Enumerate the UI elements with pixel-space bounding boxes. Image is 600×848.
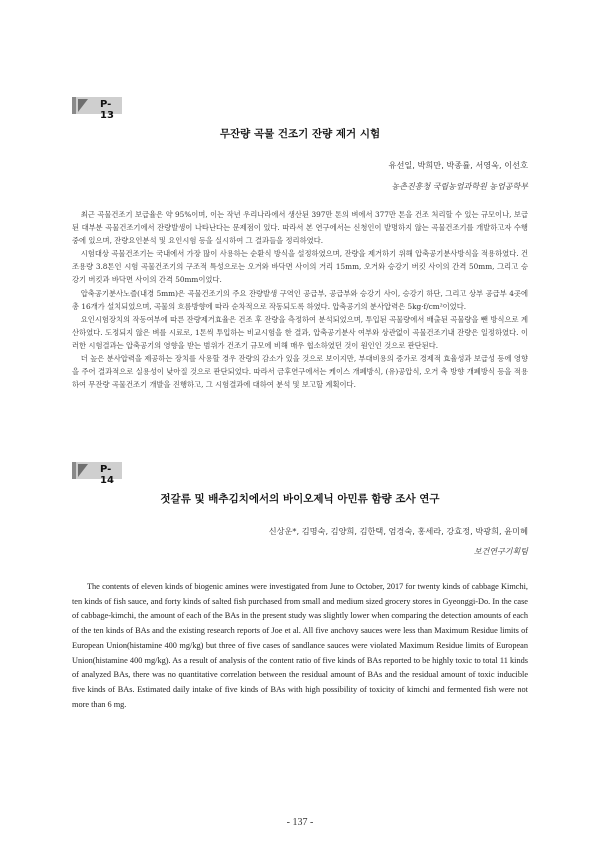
badge-label: P-14 <box>100 464 114 486</box>
abstract-body-p14 <box>72 580 528 712</box>
affiliation-p14: 보건연구기획팀 <box>473 547 528 556</box>
page-number: - 137 - <box>286 817 314 828</box>
section-badge-p13 <box>72 97 122 121</box>
paragraph: 더 높은 분사압력을 제공하는 장치를 사용할 경우 잔량의 감소가 있을 것으로 보이지만, 부대비용의 증가로 경제적 효율성과 보급성 등에 영향을 주어 결과적으로 실용성이 낮아질 것으로 판단되었다. 따라서 금후연구에서는 케이스 개폐방식, (유)공압식, 오거 축 방향 개폐방식 등을 적용하여 무잔량 곡물건조기 개발을 진행하고, 그 시험결과에 대하여 분석 및 보고할 계획이다. <box>72 354 528 390</box>
badge-arrow-icon <box>78 99 88 112</box>
badge-arrow-icon <box>78 464 88 477</box>
badge-label: P-13 <box>100 99 114 121</box>
paragraph: 요인시험장치의 작동여부에 따른 잔량제거효율은 건조 후 잔량을 측정하여 분석되었으며, 투입된 곡물량에서 배출된 곡물량을 뺀 방식으로 계산하였다. 도정되지 않은 벼를 시료로, 1톤씩 투입하는 비교시험을 한 결과, 압축공기분사 여부와 상관없이 곡물건조기내 잔량은 일정하였다. 이러한 시험결과는 압축공기의 영향을 받는 범위가 건조기 규모에 비해 매우 협소하였던 것이 원인인 것으로 판단된다. <box>72 314 528 350</box>
affiliation-p13: 농촌진흥청 국립농업과학원 농업공학부 <box>391 182 528 191</box>
paragraph: The contents of eleven kinds of biogenic amines were investigated from June to October, 2017 for twenty kinds of cabbage Kimchi, ten kinds of fish sauce, and forty kinds of salted fish purchased from small and medium sized grocery stores in Gyeonggi-Do. In the case of cabbage-kimchi, the amount of each of the BAs in the present study was slightly lower when comparing the detection amounts of each of the ten kinds of BAs and the existing research reports of Joe et al. All five anchovy sauces were less than Maximum Residue limits of European Union(histamine 400 mg/kg) but three of five cases of sandlance sauces were violated Maximum Residue limits of European Union(histamine 400 mg/kg). As a result of analysis of the content ratio of five kinds of BAs reported to be highly toxic to total 11 kinds of analyzed BAs, there was no quantitative correlation between the residual amount of BAs and the residual amount of toxic inducible five kinds of BAs. Estimated daily intake of five kinds of BAs with high possibility of toxicity of kimchi and fermented fish were not more than 6 mg. <box>72 582 528 709</box>
paragraph: 압축공기분사노즐(내경 5mm)은 곡물건조기의 주요 잔량발생 구역인 공급부, 공급부와 승강기 사이, 승강기 하단, 그리고 상부 공급부 4곳에 총 16개가 설치되었으며, 곡물의 흐름방향에 따라 순차적으로 작동되도록 하였다. 압축공기의 분사압력은 5kg·f/cm²이었다. <box>72 288 528 311</box>
abstract-title-p13: 무잔량 곡물 건조기 잔량 제거 시험 <box>219 128 381 140</box>
abstract-body-p13 <box>72 208 528 391</box>
paragraph: 최근 곡물건조기 보급율은 약 95%이며, 이는 작년 우리나라에서 생산된 397만 톤의 벼에서 377만 톤을 건조 처리할 수 있는 규모이나, 보급된 대부분 곡물건조기에서 잔량발생이 나타난다는 문제점이 있다. 따라서 본 연구에서는 신청인이 발명하지 않는 곡물건조기를 개발하고자 수행 중에 있으며, 잔량요인분석 및 요인시험 등을 실시하여 그 결과들을 정리하였다. <box>72 210 528 246</box>
abstract-title-p14: 젓갈류 및 배추김치에서의 바이오제닉 아민류 함량 조사 연구 <box>160 493 440 505</box>
paragraph: 시험대상 곡물건조기는 국내에서 가장 많이 사용하는 순환식 방식을 설정하였으며, 잔량을 제거하기 위해 압축공기분사방식을 적용하였다. 건조용량 3.8톤인 시험 곡물건조기의 구조적 특성으로는 오거와 바닥면 사이의 거리 15mm, 오거와 승강기 버킷 사이의 간격 50mm, 그리고 승강기 버킷과 바닥면 사이의 간격 50mm이었다. <box>72 249 528 285</box>
authors-p14: 신상운*, 김명숙, 김양희, 김한택, 엄경숙, 홍세라, 강효정, 박광희, 윤미혜 <box>268 526 528 536</box>
authors-p13: 유선일, 박희만, 박종률, 서영욱, 이선호 <box>388 160 528 170</box>
section-badge-p14 <box>72 462 122 486</box>
